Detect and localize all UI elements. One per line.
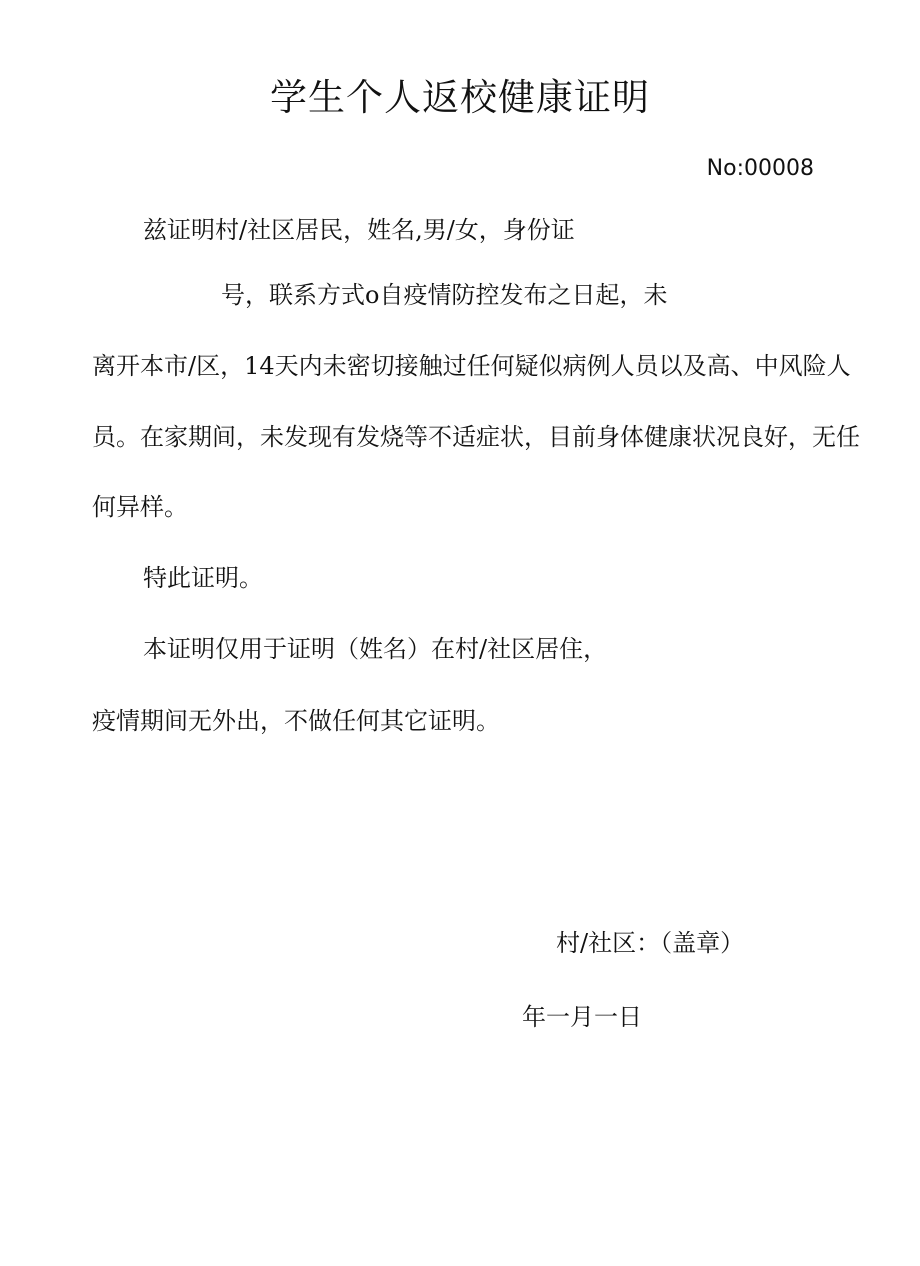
usage-note-line-2: 疫情期间无外出，不做任何其它证明。 — [92, 707, 500, 735]
document-number: No:00008 — [706, 156, 814, 181]
body-line-1: 兹证明村/社区居民，姓名,男/女，身份证 — [143, 216, 575, 244]
body-line-2: 号，联系方式o自疫情防控发布之日起，未 — [221, 281, 668, 309]
community-seal-label: 村/社区：（盖章） — [556, 929, 745, 957]
body-line-4: 员。在家期间，未发现有发烧等不适症状，目前身体健康状况良好，无任 — [92, 423, 860, 451]
document-title: 学生个人返校健康证明 — [270, 76, 650, 119]
usage-note-line-1: 本证明仅用于证明（姓名）在村/社区居住， — [143, 635, 608, 663]
body-line-5: 何异样。 — [92, 493, 188, 521]
signature-date: 年一月一日 — [522, 1003, 642, 1031]
certification-line: 特此证明。 — [143, 564, 263, 592]
body-line-3: 离开本市/区，14天内未密切接触过任何疑似病例人员以及高、中风险人 — [92, 352, 851, 380]
